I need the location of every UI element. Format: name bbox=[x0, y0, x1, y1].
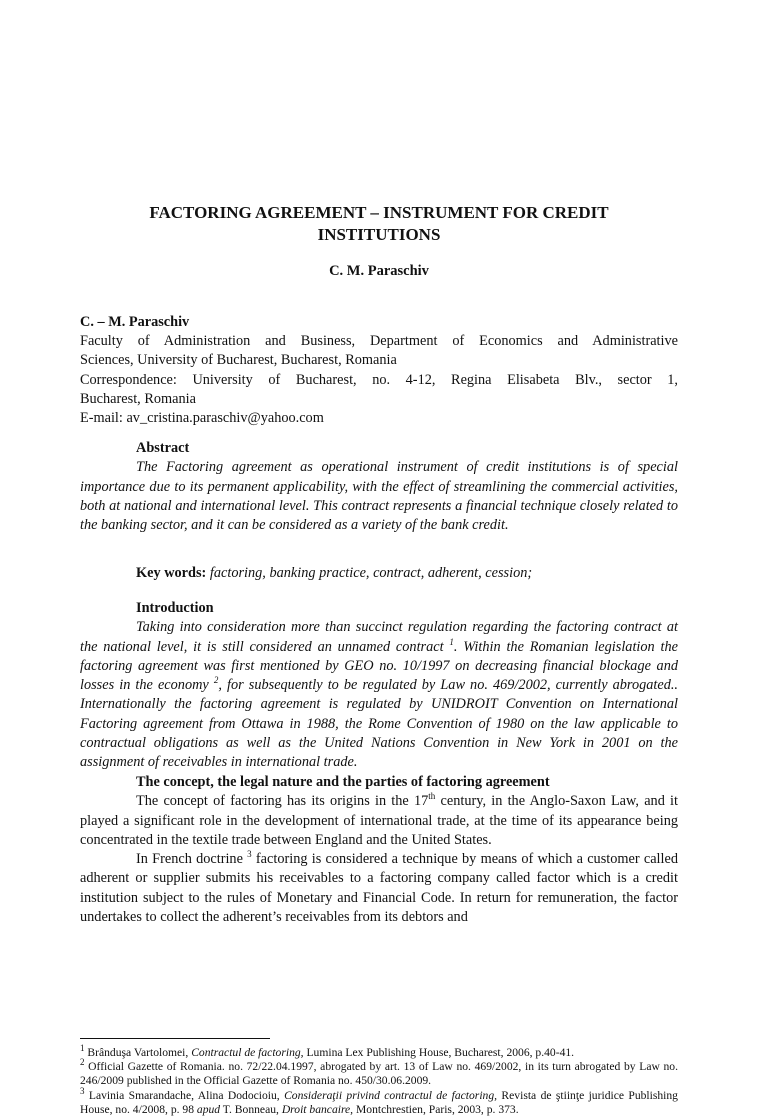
footnote-3 bbox=[80, 1085, 678, 1117]
footnote-2-number: 2 bbox=[80, 1057, 85, 1068]
concept-p1-text-a: The concept of factoring has its origins in the 17 bbox=[136, 793, 429, 810]
abstract-section bbox=[80, 439, 678, 535]
concept-paragraph-2 bbox=[80, 850, 678, 927]
abstract-heading: Abstract bbox=[136, 440, 190, 456]
footnote-3-source-title: Droit bancaire, bbox=[281, 1102, 354, 1116]
affiliation-line-2: Sciences, University of Bucharest, Bucharest, Romania bbox=[80, 352, 397, 369]
concept-paragraph-1 bbox=[80, 792, 678, 850]
footnote-2-text: Official Gazette of Romania. no. 72/22.04.1997, abrogated by art. 13 of Law no. 469/2002, in its turn abrogated by Law no. 246/2009 published in the Official Gazette of Romania no. 450/30.06.2009. bbox=[80, 1060, 678, 1088]
footnote-ref-2: 2 bbox=[213, 675, 219, 686]
footnote-1-author: Brânduşa Vartolomei, bbox=[84, 1046, 192, 1059]
affiliation-email: E-mail: av_cristina.paraschiv@yahoo.com bbox=[80, 410, 324, 427]
footnote-3-source-author: T. Bonneau, bbox=[220, 1102, 282, 1116]
affiliation-line-3: Correspondence: University of Bucharest, no. 4-12, Regina Elisabeta Blv., sector 1, bbox=[80, 371, 678, 388]
keywords-text: factoring, banking practice, contract, adherent, cession; bbox=[209, 565, 533, 581]
affiliation-line-4: Bucharest, Romania bbox=[80, 390, 196, 407]
footnote-1-number: 1 bbox=[80, 1043, 85, 1054]
footnote-3-publisher: Revista de ştiinţe juridice Publishing House, no. 4/2008, p. 98 bbox=[80, 1088, 678, 1116]
footnote-divider bbox=[80, 1038, 270, 1039]
abstract-text: The Factoring agreement as operational instrument of credit institutions is of special importance due to its permanent applicability, with the effect of streamlining the commercial activities, both at national and international level. This contract represents a financial technique closely related to the banking sector, and it can be considered as a variety of the bank credit. bbox=[80, 459, 678, 534]
footnote-3-apud: apud bbox=[196, 1102, 221, 1116]
title-line-1: FACTORING AGREEMENT – INSTRUMENT FOR CREDIT bbox=[149, 203, 609, 222]
intro-part-3: , for subsequently to be regulated by Law no. 469/2002, currently abrogated.. Internationally the factoring agreement is regulated by UNIDROIT Convention on International Factoring agreement from Ottawa in 1988, the Rome Convention of 1980 on the law applicable to contractual obligations as well as the United Nations Convention in New York in 2001 on the assignment of receivables in international trade. bbox=[80, 677, 679, 771]
footnote-ref-3: 3 bbox=[247, 849, 252, 860]
affiliation-block bbox=[80, 313, 678, 428]
keywords-section bbox=[80, 564, 678, 583]
footnote-3-authors: Lavinia Smarandache, Alina Dodocioiu, bbox=[84, 1088, 285, 1102]
paper-title bbox=[80, 202, 678, 246]
concept-heading: The concept, the legal nature and the parties of factoring agreement bbox=[136, 774, 550, 790]
affiliation-line-1: Faculty of Administration and Business, Department of Economics and Administrative bbox=[80, 333, 678, 350]
footnote-2 bbox=[80, 1057, 678, 1088]
footnote-1-title: Contractul de factoring, bbox=[191, 1046, 304, 1059]
author-name: C. M. Paraschiv bbox=[329, 263, 429, 279]
concept-p2-text-a: In French doctrine bbox=[136, 851, 248, 868]
introduction-text bbox=[80, 618, 678, 772]
footnote-3-title: Consideraţii privind contractul de factoring, bbox=[284, 1088, 498, 1102]
footnote-3-source-publisher: Montchrestien, Paris, 2003, p. 373. bbox=[353, 1102, 519, 1116]
concept-p2-text-b: factoring is considered a technique by means of which a customer called adherent or supplier submits his receivables to a factoring company called factor which is a credit institution subject to the rules of Monetary and Financial Code. In return for remuneration, the factor undertakes to collect the adherent’s receivables from its debtors and bbox=[80, 851, 678, 926]
introduction-section bbox=[80, 599, 678, 773]
footnotes bbox=[80, 1043, 678, 1117]
concept-p1-text-b: century, in the Anglo-Saxon Law, and it played a significant role in the development of international trade, at the time of its appearance being concentrated in the textile trade between England and the United States. bbox=[80, 793, 679, 848]
intro-part-1: Taking into consideration more than succinct regulation regarding the factoring contract at the national level, it is still considered an unnamed contract bbox=[80, 619, 678, 655]
footnote-1-publisher: Lumina Lex Publishing House, Bucharest, 2006, p.40-41. bbox=[303, 1046, 575, 1059]
keywords-label: Key words: bbox=[136, 565, 207, 581]
concept-p1-superscript: th bbox=[428, 791, 436, 802]
introduction-heading: Introduction bbox=[136, 600, 214, 616]
footnote-1 bbox=[80, 1043, 678, 1060]
footnote-ref-1: 1 bbox=[449, 636, 454, 647]
concept-section bbox=[80, 773, 678, 927]
intro-part-2: . Within the Romanian legislation the factoring agreement was first mentioned by GEO no. 10/1997 on decreasing financial blockage and losses in the economy bbox=[80, 638, 678, 694]
affiliation-author: C. – M. Paraschiv bbox=[80, 314, 190, 330]
title-line-2: INSTITUTIONS bbox=[317, 225, 441, 244]
footnote-3-number: 3 bbox=[80, 1085, 85, 1096]
